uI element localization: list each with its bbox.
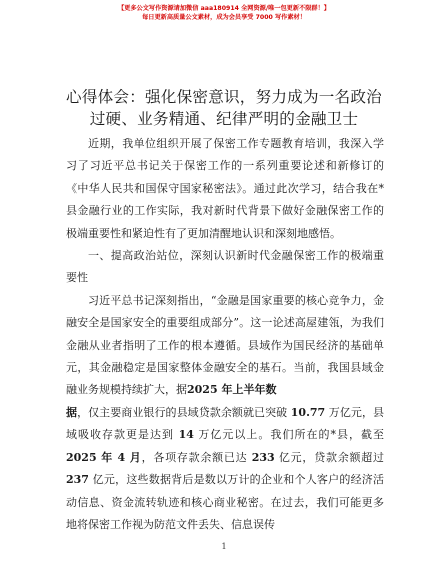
text-segment: 万亿元，县域吸收存款更是达到 (66, 405, 385, 442)
bold-number: 237 (66, 473, 89, 487)
bold-number: 据 (66, 405, 78, 419)
section-heading-1: 一、提高政治站位，深刻认识新时代金融保密工作的极端重要性 (66, 249, 384, 285)
page-number: 1 (221, 542, 227, 551)
paragraph-section-1 (66, 290, 384, 536)
text-segment: ，各项存款余额已达 (141, 450, 252, 464)
bold-number: 2025 年 4 月 (66, 450, 142, 464)
promo-banner (0, 4, 448, 22)
bold-number: 233 (251, 450, 275, 464)
bold-number: 10.77 (290, 405, 326, 419)
title-line-1: 心得体会：强化保密意识，努力成为一名政治 (66, 88, 382, 106)
text-segment: ，仅主要商业银行的县域贷款余额就已突破 (77, 405, 288, 419)
bold-number: 14 (178, 428, 194, 442)
bold-number: 2025 年上半年数 (187, 383, 277, 397)
banner-line-2: 每日更新高质量公文素材，成为会员享受 7000 写作素材！ (142, 14, 306, 21)
title-line-2: 过硬、业务精通、纪律严明的金融卫士 (89, 110, 359, 128)
paragraph-intro: 近期，我单位组织开展了保密工作专题教育培训，我深入学习了习近平总书记关于保密工作的一系列重要论述和新修订的《中华人民共和国保守国家秘密法》。通过此次学习，结合我在*县金融行业的工作实际，我对新时代背景下做好金融保密工作的极端重要性和紧迫性有了更加清醒地认识和深刻地感悟。 (66, 137, 384, 240)
document-body (66, 133, 384, 536)
document-title (20, 86, 428, 130)
text-segment: 亿元，这些数据背后是数以万计的企业和个人客户的经济活动信息、资金流转轨迹和核心商业秘密。在过去，我们可能更多地将保密工作视为防范文件丢失、信息误传 (66, 473, 384, 531)
text-segment: 亿元，贷款余额超过 (274, 450, 385, 464)
banner-line-1: 【更多公文写作资源请加微信 aaa180914 全网资源/唯一包更新不限群！】 (118, 5, 330, 12)
text-segment: 万亿元以上。我们所在的*县，截至 (193, 428, 385, 442)
text-segment: 习近平总书记深刻指出，“金融是国家重要的核心竞争力，金融安全是国家安全的重要组成部分”。这一论述高屋建瓴，为我们金融从业者指明了工作的根本遵循。县域作为国民经济的基础单元，其金融稳定是国家整体金融安全的基石。当前，我国县域金融业务规模持续扩大，据 (66, 293, 384, 397)
